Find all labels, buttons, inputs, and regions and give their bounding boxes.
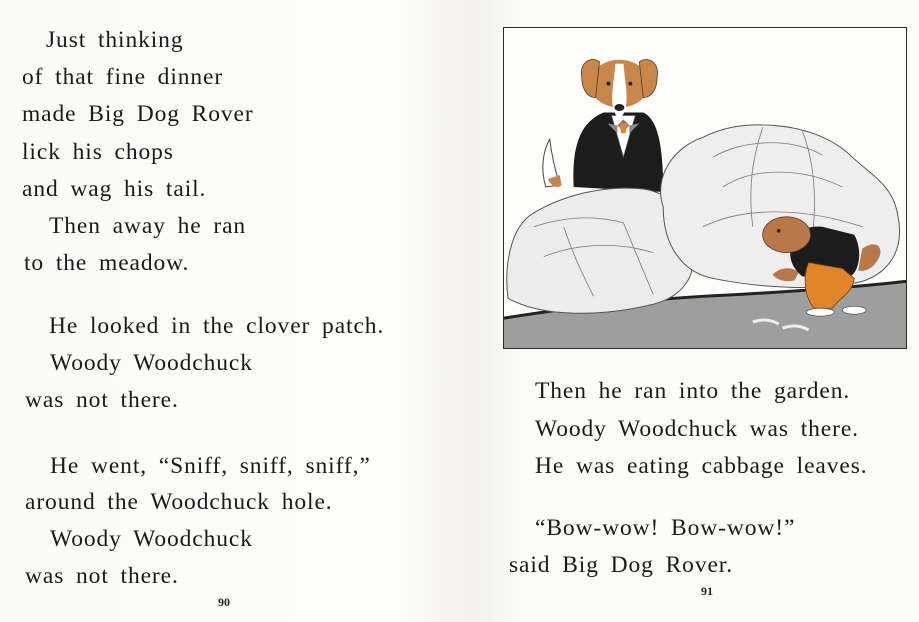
text-line: was not there. xyxy=(25,387,179,413)
text-line: He went, “Sniff, sniff, sniff,” xyxy=(50,453,371,479)
text-line: was not there. xyxy=(25,563,179,589)
text-line: Just thinking xyxy=(46,27,184,53)
text-line: He was eating cabbage leaves. xyxy=(535,453,868,479)
text-line: Then he ran into the garden. xyxy=(535,378,851,404)
text-line: Woody Woodchuck xyxy=(50,350,253,376)
text-line: and wag his tail. xyxy=(22,176,207,202)
text-line: said Big Dog Rover. xyxy=(509,552,734,578)
page-number: 90 xyxy=(218,595,230,609)
text-line: “Bow-wow! Bow-wow!” xyxy=(535,515,796,541)
text-line: to the meadow. xyxy=(24,250,190,276)
text-line: around the Woodchuck hole. xyxy=(25,489,333,515)
text-line: made Big Dog Rover xyxy=(22,101,254,127)
text-line: of that fine dinner xyxy=(22,64,224,90)
dog-and-woodchuck-illustration-icon xyxy=(504,28,906,348)
story-illustration xyxy=(503,27,907,349)
text-line: Woody Woodchuck xyxy=(50,526,253,552)
text-line: Then away he ran xyxy=(49,213,247,239)
text-line: He looked in the clover patch. xyxy=(49,313,385,339)
page-number: 91 xyxy=(701,584,713,598)
text-line: lick his chops xyxy=(22,139,174,165)
text-line: Woody Woodchuck was there. xyxy=(535,416,859,442)
